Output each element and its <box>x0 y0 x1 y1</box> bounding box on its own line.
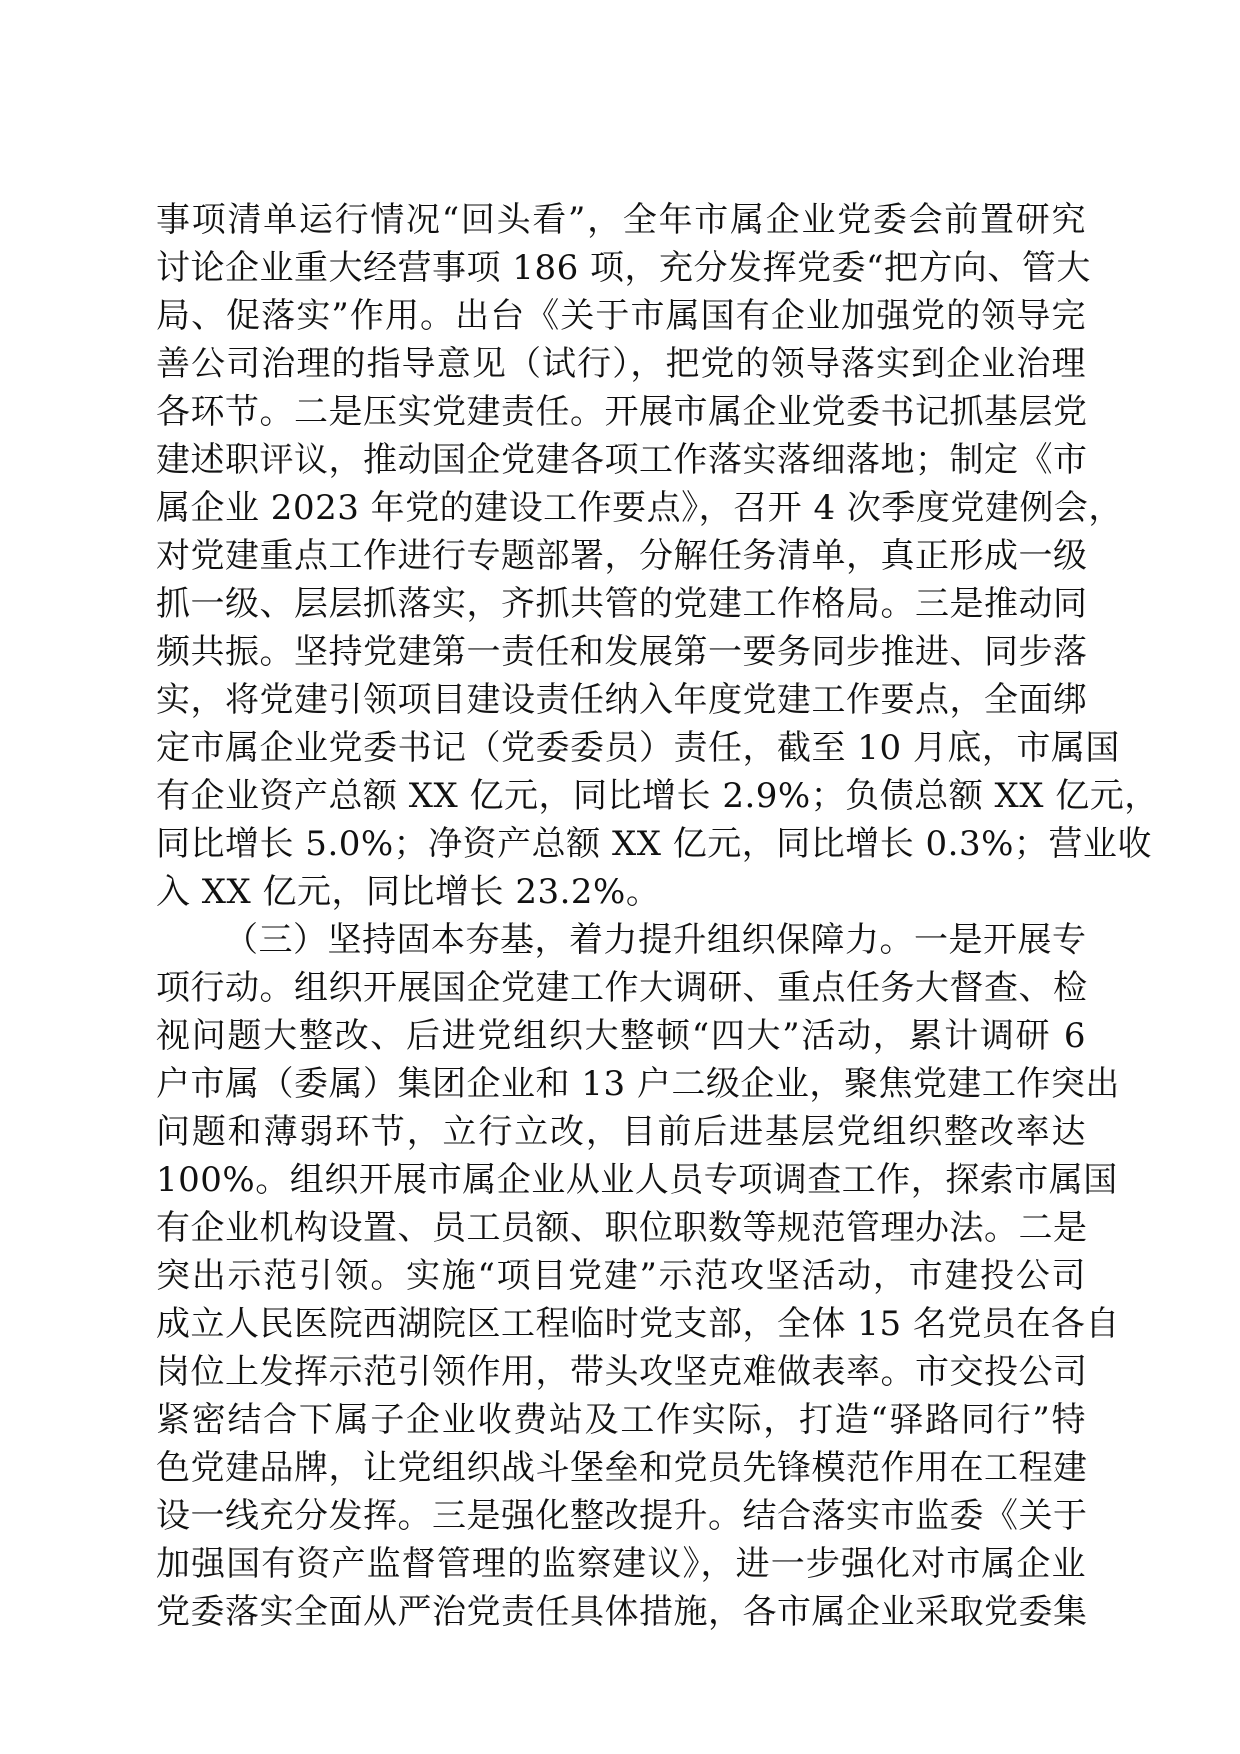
text-line: 各环节。二是压实党建责任。开展市属企业党委书记抓基层党 <box>156 392 1088 432</box>
text-line: 紧密结合下属子企业收费站及工作实际，打造“驿路同行”特 <box>156 1400 1086 1440</box>
text-line: 事项清单运行情况“回头看”，全年市属企业党委会前置研究 <box>156 200 1086 240</box>
text-line: 对党建重点工作进行专题部署，分解任务清单，真正形成一级 <box>156 536 1088 576</box>
text-line: 抓一级、层层抓落实，齐抓共管的党建工作格局。三是推动同 <box>156 584 1088 624</box>
text-line: 项行动。组织开展国企党建工作大调研、重点任务大督查、检 <box>156 968 1088 1008</box>
text-line: 色党建品牌，让党组织战斗堡垒和党员先锋模范作用在工程建 <box>156 1448 1088 1488</box>
text-line: 成立人民医院西湖院区工程临时党支部，全体 15 名党员在各自 <box>156 1304 1120 1344</box>
text-line: 同比增长 5.0%；净资产总额 XX 亿元，同比增长 0.3%；营业收 <box>156 824 1152 864</box>
text-line: 善公司治理的指导意见（试行），把党的领导落实到企业治理 <box>156 344 1086 384</box>
text-line: 讨论企业重大经营事项 186 项，充分发挥党委“把方向、管大 <box>156 248 1091 288</box>
text-line: 岗位上发挥示范引领作用，带头攻坚克难做表率。市交投公司 <box>156 1352 1088 1392</box>
text-line: 突出示范引领。实施“项目党建”示范攻坚活动，市建投公司 <box>156 1256 1086 1296</box>
body-text <box>156 196 1159 1636</box>
text-line: 属企业 2023 年党的建设工作要点》，召开 4 次季度党建例会， <box>156 488 1123 528</box>
text-line: 频共振。坚持党建第一责任和发展第一要务同步推进、同步落 <box>156 632 1088 672</box>
text-line: 户市属（委属）集团企业和 13 户二级企业，聚焦党建工作突出 <box>156 1064 1120 1104</box>
text-line: 加强国有资产监督管理的监察建议》，进一步强化对市属企业 <box>156 1544 1086 1584</box>
paragraph-last-line: 入 XX 亿元，同比增长 23.2%。 <box>156 872 661 912</box>
text-line: 视问题大整改、后进党组织大整顿“四大”活动，累计调研 6 <box>156 1016 1086 1056</box>
text-line: 有企业资产总额 XX 亿元，同比增长 2.9%；负债总额 XX 亿元， <box>156 776 1159 816</box>
text-line: 有企业机构设置、员工员额、职位职数等规范管理办法。二是 <box>156 1208 1088 1248</box>
text-line: 100%。组织开展市属企业从业人员专项调查工作，探索市属国 <box>156 1160 1118 1200</box>
text-line: 党委落实全面从严治党责任具体措施，各市属企业采取党委集 <box>156 1592 1088 1632</box>
text-line: 设一线充分发挥。三是强化整改提升。结合落实市监委《关于 <box>156 1496 1088 1536</box>
text-line: 局、促落实”作用。出台《关于市属国有企业加强党的领导完 <box>156 296 1086 336</box>
text-line: 定市属企业党委书记（党委委员）责任，截至 10 月底，市属国 <box>156 728 1120 768</box>
text-line: 建述职评议，推动国企党建各项工作落实落细落地；制定《市 <box>156 440 1088 480</box>
section-heading-line: （三）坚持固本夯基，着力提升组织保障力。一是开展专 <box>224 920 1087 960</box>
text-line: 问题和薄弱环节，立行立改，目前后进基层党组织整改率达 <box>156 1112 1086 1152</box>
text-line: 实，将党建引领项目建设责任纳入年度党建工作要点，全面绑 <box>156 680 1088 720</box>
